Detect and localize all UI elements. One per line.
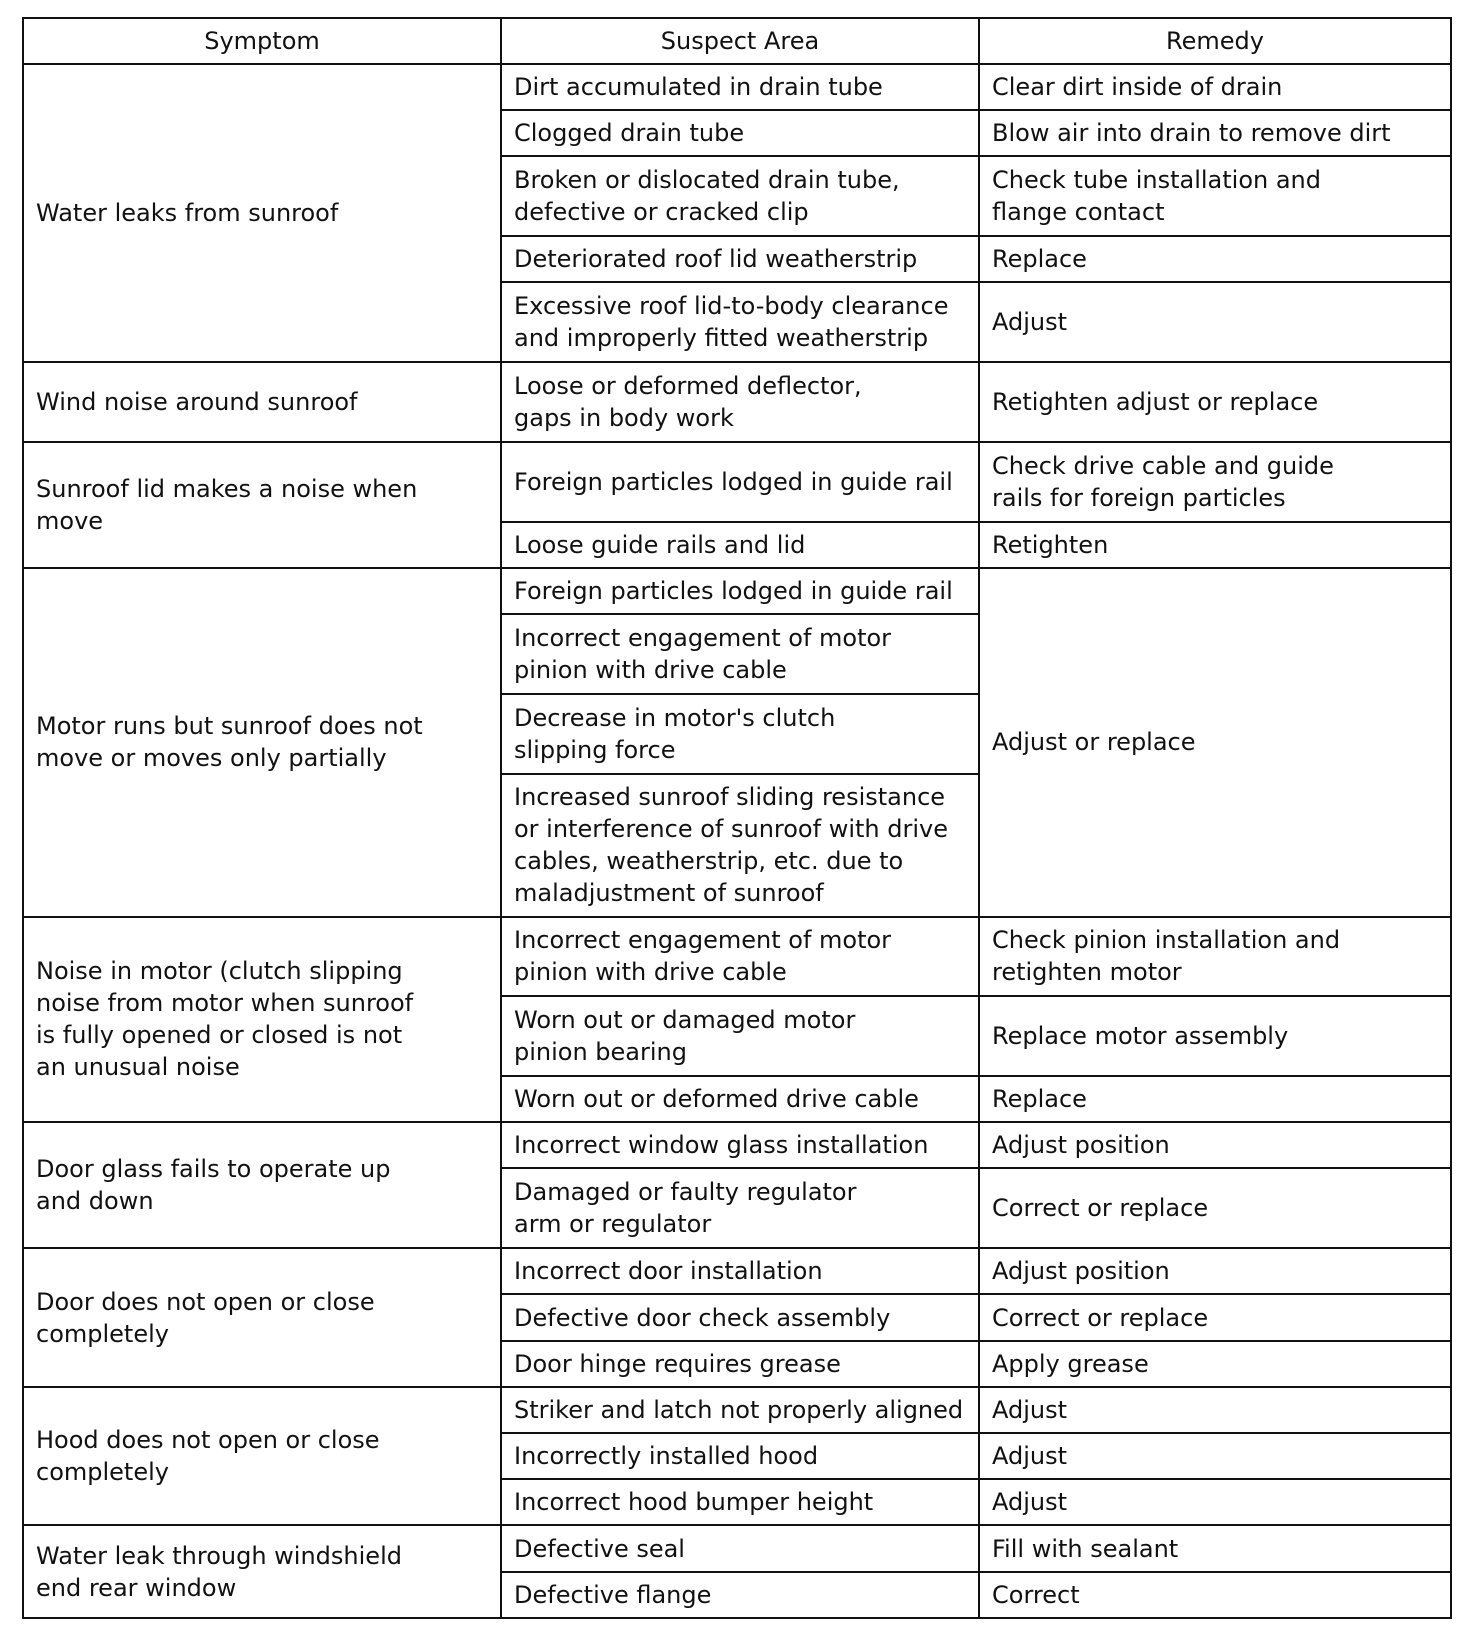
- table-row: [23, 362, 1451, 442]
- remedy-cell: Adjust: [979, 282, 1451, 362]
- suspect-area-cell: Broken or dislocated drain tube, defective or cracked clip: [501, 156, 979, 236]
- remedy-cell: Replace: [979, 236, 1451, 282]
- header-suspect-area: Suspect Area: [501, 18, 979, 64]
- symptom-cell: Sunroof lid makes a noise when move: [23, 442, 501, 568]
- remedy-cell: Retighten adjust or replace: [979, 362, 1451, 442]
- suspect-area-cell: Damaged or faulty regulator arm or regulator: [501, 1168, 979, 1248]
- table-row: [23, 442, 1451, 522]
- suspect-area-cell: Incorrect engagement of motor pinion with drive cable: [501, 917, 979, 997]
- remedy-cell: Adjust: [979, 1433, 1451, 1479]
- remedy-cell: Apply grease: [979, 1341, 1451, 1387]
- remedy-cell: Blow air into drain to remove dirt: [979, 110, 1451, 156]
- suspect-area-cell: Incorrect engagement of motor pinion with drive cable: [501, 614, 979, 694]
- suspect-area-cell: Defective seal: [501, 1525, 979, 1571]
- remedy-cell: Correct: [979, 1572, 1451, 1618]
- suspect-area-cell: Incorrectly installed hood: [501, 1433, 979, 1479]
- header-remedy: Remedy: [979, 18, 1451, 64]
- symptom-cell: Hood does not open or close completely: [23, 1387, 501, 1526]
- table-row: [23, 1525, 1451, 1571]
- table-row: [23, 1387, 1451, 1433]
- suspect-area-cell: Defective flange: [501, 1572, 979, 1618]
- remedy-cell: Clear dirt inside of drain: [979, 64, 1451, 110]
- suspect-area-cell: Deteriorated roof lid weatherstrip: [501, 236, 979, 282]
- suspect-area-cell: Excessive roof lid-to-body clearance and improperly fitted weatherstrip: [501, 282, 979, 362]
- suspect-area-cell: Loose guide rails and lid: [501, 522, 979, 568]
- troubleshooting-table: [22, 17, 1452, 1619]
- table-row: [23, 64, 1451, 110]
- remedy-cell: Adjust: [979, 1479, 1451, 1525]
- symptom-cell: Door glass fails to operate up and down: [23, 1122, 501, 1248]
- suspect-area-cell: Foreign particles lodged in guide rail: [501, 442, 979, 522]
- symptom-cell: Wind noise around sunroof: [23, 362, 501, 442]
- header-row: [23, 18, 1451, 64]
- suspect-area-cell: Increased sunroof sliding resistance or interference of sunroof with drive cables, weatherstrip, etc. due to maladjustment of sunroof: [501, 774, 979, 917]
- suspect-area-cell: Decrease in motor's clutch slipping force: [501, 694, 979, 774]
- suspect-area-cell: Clogged drain tube: [501, 110, 979, 156]
- remedy-cell: Adjust or replace: [979, 568, 1451, 917]
- suspect-area-cell: Dirt accumulated in drain tube: [501, 64, 979, 110]
- symptom-cell: Water leak through windshield end rear window: [23, 1525, 501, 1618]
- suspect-area-cell: Loose or deformed deflector, gaps in body work: [501, 362, 979, 442]
- suspect-area-cell: Striker and latch not properly aligned: [501, 1387, 979, 1433]
- remedy-cell: Check pinion installation and retighten motor: [979, 917, 1451, 997]
- remedy-cell: Check drive cable and guide rails for foreign particles: [979, 442, 1451, 522]
- suspect-area-cell: Worn out or deformed drive cable: [501, 1076, 979, 1122]
- remedy-cell: Correct or replace: [979, 1168, 1451, 1248]
- table-body: [23, 64, 1451, 1618]
- suspect-area-cell: Incorrect door installation: [501, 1248, 979, 1294]
- symptom-cell: Door does not open or close completely: [23, 1248, 501, 1387]
- remedy-cell: Replace motor assembly: [979, 996, 1451, 1076]
- remedy-cell: Correct or replace: [979, 1294, 1451, 1340]
- remedy-cell: Adjust position: [979, 1248, 1451, 1294]
- table-header: [23, 18, 1451, 64]
- remedy-cell: Adjust position: [979, 1122, 1451, 1168]
- table-row: [23, 1122, 1451, 1168]
- suspect-area-cell: Foreign particles lodged in guide rail: [501, 568, 979, 614]
- table-row: [23, 1248, 1451, 1294]
- symptom-cell: Water leaks from sunroof: [23, 64, 501, 362]
- remedy-cell: Replace: [979, 1076, 1451, 1122]
- suspect-area-cell: Incorrect window glass installation: [501, 1122, 979, 1168]
- suspect-area-cell: Incorrect hood bumper height: [501, 1479, 979, 1525]
- header-symptom: Symptom: [23, 18, 501, 64]
- remedy-cell: Adjust: [979, 1387, 1451, 1433]
- remedy-cell: Retighten: [979, 522, 1451, 568]
- symptom-cell: Motor runs but sunroof does not move or moves only partially: [23, 568, 501, 917]
- remedy-cell: Fill with sealant: [979, 1525, 1451, 1571]
- suspect-area-cell: Door hinge requires grease: [501, 1341, 979, 1387]
- suspect-area-cell: Defective door check assembly: [501, 1294, 979, 1340]
- table-row: [23, 917, 1451, 997]
- suspect-area-cell: Worn out or damaged motor pinion bearing: [501, 996, 979, 1076]
- symptom-cell: Noise in motor (clutch slipping noise from motor when sunroof is fully opened or closed is not an unusual noise: [23, 917, 501, 1123]
- table-row: [23, 568, 1451, 614]
- remedy-cell: Check tube installation and flange contact: [979, 156, 1451, 236]
